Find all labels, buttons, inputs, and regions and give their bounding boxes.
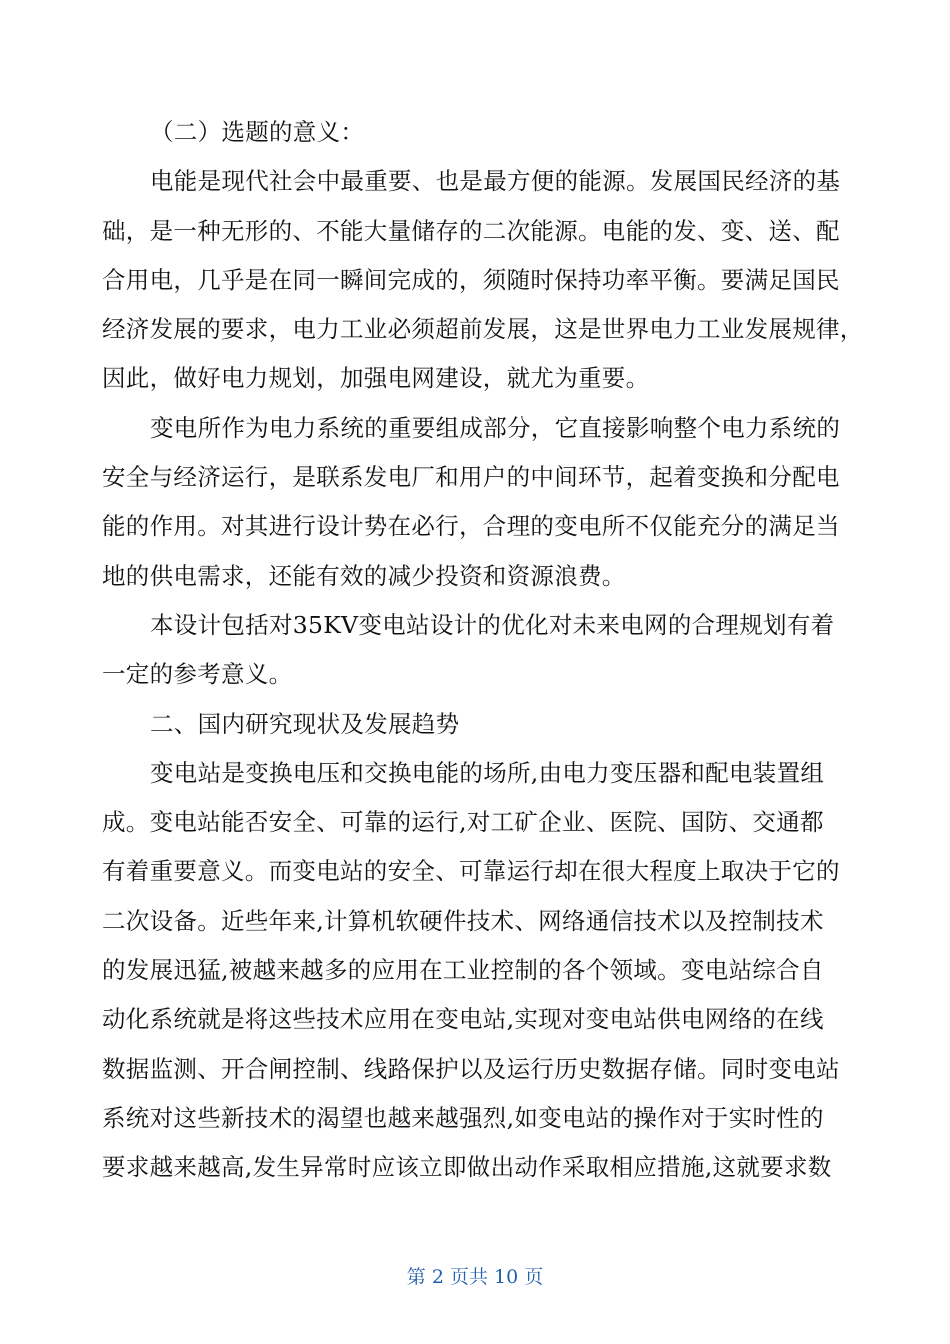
paragraph-line: 经济发展的要求，电力工业必须超前发展，这是世界电力工业发展规律， xyxy=(102,315,864,344)
paragraph-line: 系统对这些新技术的渴望也越来越强烈,如变电站的操作对于实时性的 xyxy=(102,1103,824,1132)
paragraph-line: 一定的参考意义。 xyxy=(102,660,293,689)
paragraph-line: 变电所作为电力系统的重要组成部分，它直接影响整个电力系统的 xyxy=(150,413,841,442)
page-number-footer: 第 2 页共 10 页 xyxy=(406,1266,544,1288)
paragraph-line: 安全与经济运行，是联系发电厂和用户的中间环节，起着变换和分配电 xyxy=(102,463,840,492)
paragraph-line: 地的供电需求，还能有效的减少投资和资源浪费。 xyxy=(102,561,626,590)
paragraph-line: 有着重要意义。而变电站的安全、可靠运行却在很大程度上取决于它的 xyxy=(102,857,840,886)
section-heading: （二）选题的意义： xyxy=(150,118,365,146)
paragraph-line: 二次设备。近些年来,计算机软硬件技术、网络通信技术以及控制技术 xyxy=(102,906,824,935)
paragraph-line: 础，是一种无形的、不能大量储存的二次能源。电能的发、变、送、配 xyxy=(102,216,840,245)
paragraph-line: 变电站是变换电压和交换电能的场所,由电力变压器和配电装置组 xyxy=(150,758,825,787)
paragraph-line: 因此，做好电力规划，加强电网建设，就尤为重要。 xyxy=(102,364,650,393)
document-body xyxy=(102,108,864,1193)
paragraph-line: 数据监测、开合闸控制、线路保护以及运行历史数据存储。同时变电站 xyxy=(102,1054,840,1083)
paragraph-line: 要求越来越高,发生异常时应该立即做出动作采取相应措施,这就要求数 xyxy=(102,1153,832,1182)
paragraph-line: 的发展迅猛,被越来越多的应用在工业控制的各个领域。变电站综合自 xyxy=(102,956,824,985)
paragraph-line: 本设计包括对35KV变电站设计的优化对未来电网的合理规划有着 xyxy=(150,610,835,639)
paragraph-line: 动化系统就是将这些技术应用在变电站,实现对变电站供电网络的在线 xyxy=(102,1005,824,1034)
paragraph-line: 合用电，几乎是在同一瞬间完成的，须随时保持功率平衡。要满足国民 xyxy=(102,265,840,294)
section-heading: 二、国内研究现状及发展趋势 xyxy=(150,709,460,738)
paragraph-line: 能的作用。对其进行设计势在必行，合理的变电所不仅能充分的满足当 xyxy=(102,512,840,541)
paragraph-line: 电能是现代社会中最重要、也是最方便的能源。发展国民经济的基 xyxy=(150,167,841,196)
paragraph-line: 成。变电站能否安全、可靠的运行,对工矿企业、医院、国防、交通都 xyxy=(102,808,824,837)
